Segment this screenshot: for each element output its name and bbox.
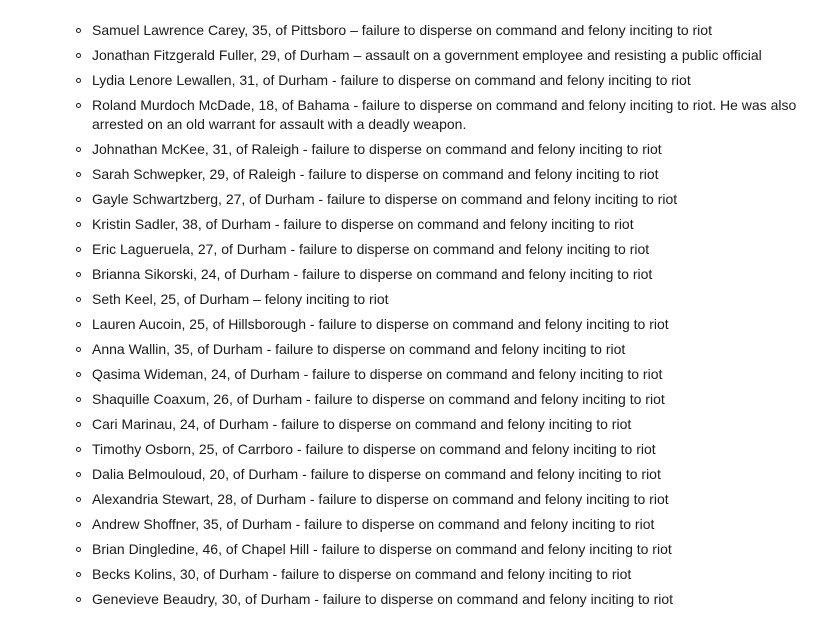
circle-bullet-icon bbox=[76, 28, 81, 33]
arrest-list-item bbox=[92, 71, 832, 90]
arrest-entry-text: Andrew Shoffner, 35, of Durham - failure to disperse on command and felony inciting to riot bbox=[92, 516, 655, 532]
arrest-entry-text: Seth Keel, 25, of Durham – felony inciting to riot bbox=[92, 291, 389, 307]
arrest-list-item bbox=[92, 390, 832, 409]
circle-bullet-icon bbox=[76, 272, 81, 277]
arrest-list-item bbox=[92, 96, 832, 134]
arrest-list-item bbox=[92, 465, 832, 484]
arrest-entry-text: Gayle Schwartzberg, 27, of Durham - failure to disperse on command and felony inciting to riot bbox=[92, 191, 678, 207]
arrest-list-item bbox=[92, 565, 832, 584]
circle-bullet-icon bbox=[76, 322, 81, 327]
arrest-list-item bbox=[92, 440, 832, 459]
arrest-list-item bbox=[92, 315, 832, 334]
arrest-entry-text: Lydia Lenore Lewallen, 31, of Durham - failure to disperse on command and felony inciting to riot bbox=[92, 72, 691, 88]
arrest-list-item bbox=[92, 165, 832, 184]
arrest-entry-text: Brianna Sikorski, 24, of Durham - failure to disperse on command and felony inciting to riot bbox=[92, 266, 653, 282]
circle-bullet-icon bbox=[76, 397, 81, 402]
circle-bullet-icon bbox=[76, 347, 81, 352]
arrest-entry-text: Alexandria Stewart, 28, of Durham - failure to disperse on command and felony inciting to riot bbox=[92, 491, 669, 507]
arrest-entry-text: Roland Murdoch McDade, 18, of Bahama - failure to disperse on command and felony inciting to riot. He was also arrested on an old warrant for assault with a deadly weapon. bbox=[92, 97, 797, 132]
arrest-entry-text: Johnathan McKee, 31, of Raleigh - failure to disperse on command and felony inciting to riot bbox=[92, 141, 662, 157]
arrest-list-item bbox=[92, 490, 832, 509]
arrest-list-item bbox=[92, 190, 832, 209]
arrest-entry-text: Becks Kolins, 30, of Durham - failure to disperse on command and felony inciting to riot bbox=[92, 566, 632, 582]
arrest-list-item bbox=[92, 21, 832, 40]
arrest-entry-text: Sarah Schwepker, 29, of Raleigh - failure to disperse on command and felony inciting to riot bbox=[92, 166, 659, 182]
arrest-entry-text: Timothy Osborn, 25, of Carrboro - failure to disperse on command and felony inciting to riot bbox=[92, 441, 656, 457]
circle-bullet-icon bbox=[76, 547, 81, 552]
arrest-entry-text: Cari Marinau, 24, of Durham - failure to disperse on command and felony inciting to riot bbox=[92, 416, 632, 432]
circle-bullet-icon bbox=[76, 247, 81, 252]
arrest-entry-text: Anna Wallin, 35, of Durham - failure to disperse on command and felony inciting to riot bbox=[92, 341, 626, 357]
arrest-list-item bbox=[92, 515, 832, 534]
arrest-list-item bbox=[92, 215, 832, 234]
arrest-list-item bbox=[92, 590, 832, 609]
arrest-list-item bbox=[92, 46, 832, 65]
arrest-entry-text: Dalia Belmouloud, 20, of Durham - failure to disperse on command and felony inciting to riot bbox=[92, 466, 661, 482]
arrest-list-item bbox=[92, 240, 832, 259]
arrest-entry-text: Samuel Lawrence Carey, 35, of Pittsboro – failure to disperse on command and felony inciting to riot bbox=[92, 22, 712, 38]
arrest-entry-text: Qasima Wideman, 24, of Durham - failure to disperse on command and felony inciting to riot bbox=[92, 366, 663, 382]
circle-bullet-icon bbox=[76, 372, 81, 377]
arrest-list-item bbox=[92, 140, 832, 159]
circle-bullet-icon bbox=[76, 197, 81, 202]
circle-bullet-icon bbox=[76, 103, 81, 108]
circle-bullet-icon bbox=[76, 497, 81, 502]
arrest-list-item bbox=[92, 265, 832, 284]
circle-bullet-icon bbox=[76, 222, 81, 227]
circle-bullet-icon bbox=[76, 522, 81, 527]
circle-bullet-icon bbox=[76, 172, 81, 177]
circle-bullet-icon bbox=[76, 147, 81, 152]
circle-bullet-icon bbox=[76, 597, 81, 602]
arrest-list bbox=[92, 21, 832, 615]
circle-bullet-icon bbox=[76, 297, 81, 302]
arrest-entry-text: Lauren Aucoin, 25, of Hillsborough - failure to disperse on command and felony inciting to riot bbox=[92, 316, 669, 332]
arrest-list-item bbox=[92, 340, 832, 359]
circle-bullet-icon bbox=[76, 472, 81, 477]
arrest-list-item bbox=[92, 415, 832, 434]
arrest-list-item bbox=[92, 540, 832, 559]
arrest-list-item bbox=[92, 365, 832, 384]
arrest-entry-text: Eric Lagueruela, 27, of Durham - failure to disperse on command and felony inciting to riot bbox=[92, 241, 650, 257]
circle-bullet-icon bbox=[76, 78, 81, 83]
arrest-entry-text: Brian Dingledine, 46, of Chapel Hill - failure to disperse on command and felony inciting to riot bbox=[92, 541, 672, 557]
circle-bullet-icon bbox=[76, 447, 81, 452]
arrest-entry-text: Kristin Sadler, 38, of Durham - failure to disperse on command and felony inciting to riot bbox=[92, 216, 634, 232]
arrest-entry-text: Shaquille Coaxum, 26, of Durham - failure to disperse on command and felony inciting to riot bbox=[92, 391, 665, 407]
circle-bullet-icon bbox=[76, 422, 81, 427]
circle-bullet-icon bbox=[76, 572, 81, 577]
arrest-entry-text: Jonathan Fitzgerald Fuller, 29, of Durham – assault on a government employee and resisting a public official bbox=[92, 47, 762, 63]
arrest-entry-text: Genevieve Beaudry, 30, of Durham - failure to disperse on command and felony inciting to riot bbox=[92, 591, 674, 607]
circle-bullet-icon bbox=[76, 53, 81, 58]
arrest-list-item bbox=[92, 290, 832, 309]
